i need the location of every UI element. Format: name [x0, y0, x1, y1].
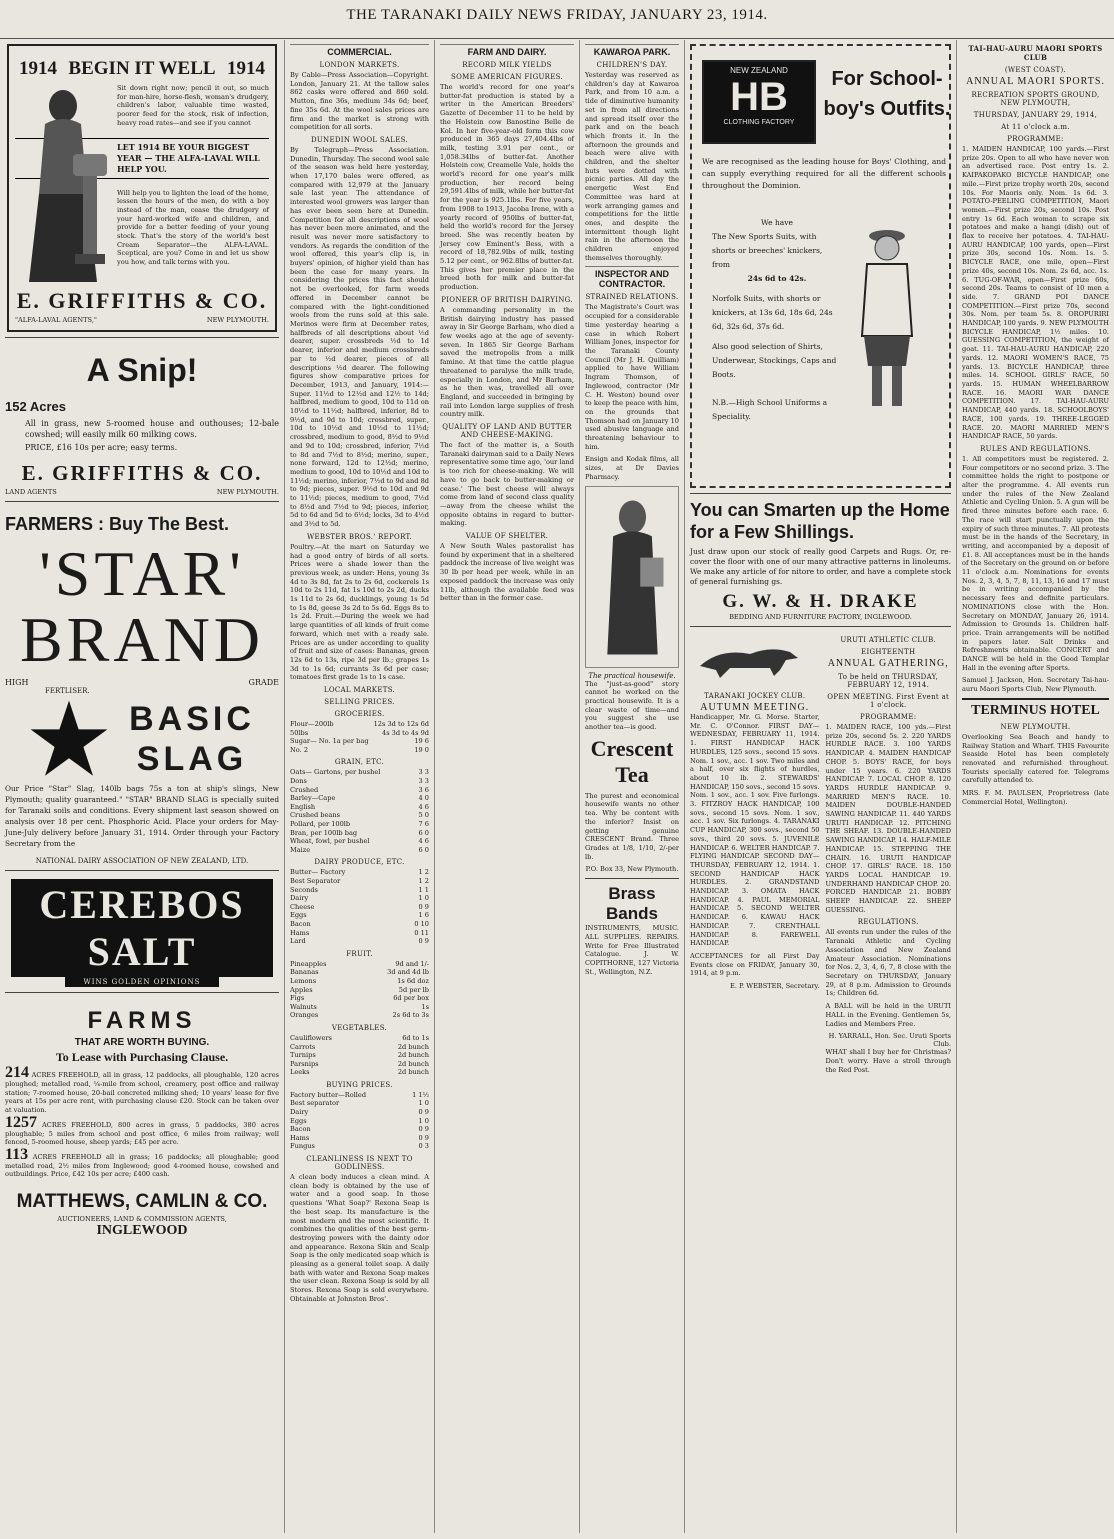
housewife-illustration	[585, 486, 679, 668]
vegetable-price-value: 2d bunch	[397, 1059, 429, 1068]
snip-firm: E. GRIFFITHS & CO.	[21, 460, 263, 485]
dairy-produce-heading: DAIRY PRODUCE, ETC.	[314, 858, 405, 867]
vegetable-price-label: Cauliflowers	[290, 1033, 332, 1042]
dairy-price-value: 1 2	[418, 868, 429, 877]
dairy-list	[290, 868, 429, 945]
hb-clothing-logo	[702, 60, 816, 144]
grocery-price-value: 12s 3d to 12s 6d	[373, 720, 429, 729]
buying-prices-heading: BUYING PRICES.	[326, 1080, 393, 1089]
grocery-price-row	[290, 729, 429, 738]
grain-price-row	[290, 846, 429, 855]
fruit-price-row	[290, 977, 429, 986]
clothing-factory-label: CLOTHING FACTORY	[723, 119, 795, 126]
fruit-price-row	[290, 994, 429, 1003]
sports-date: THURSDAY, JANUARY 29, 1914,	[973, 111, 1098, 119]
webster-heading: WEBSTER BROS.' REPORT.	[306, 532, 413, 541]
buying-price-row	[290, 1117, 429, 1126]
drake-subtitle: BEDDING AND FURNITURE FACTORY, INGLEWOOD.	[729, 613, 912, 621]
fertiliser-label: FERTLISER.	[45, 687, 90, 696]
star-word: 'STAR'	[39, 537, 245, 609]
terminus-town: NEW PLYMOUTH.	[1000, 722, 1071, 731]
fruit-price-label: Figs	[290, 994, 305, 1003]
po-box: P.O. Box 33, New Plymouth.	[585, 865, 679, 874]
grocery-price-label: Flour—200lb	[290, 720, 334, 729]
farms-title: FARMS	[87, 1007, 197, 1035]
vegetable-price-label: Turnips	[290, 1051, 316, 1060]
farm-3-acres: 113	[5, 1145, 29, 1163]
grain-price-label: Crushed beans	[290, 811, 340, 820]
grain-price-value: 4 6	[418, 802, 429, 811]
acceptances-text: ACCEPTANCES for all First Day Events close on FRIDAY, January 30, 1914, at 9 p.m.	[690, 951, 820, 978]
inspector-text: The Magistrate's Court was occupied for a considerable time yesterday hearing a case in which Robert William Jones, inspector for the Taranaki County Council (Mr J. H. Quilliam) applied to have William Ingram Thomson, of Inglewood, contractor (Mr C. H. Weston) bound over to keep the peace with him, on the grounds that Thomson had on January 10 used abusive language and threatening behaviour to him.	[585, 303, 679, 451]
vegetables-heading: VEGETABLES.	[331, 1023, 388, 1032]
buying-price-label: Factory butter—Rolled	[290, 1090, 367, 1099]
column-maori-sports	[957, 40, 1114, 1533]
ensign-notice: Ensign and Kodak films, all sizes, at Dr Davies Pharmacy.	[585, 455, 679, 481]
buying-price-value: 0 9	[418, 1125, 429, 1134]
dairy-price-label: Seconds	[290, 885, 318, 894]
vegetable-price-row	[290, 1051, 429, 1060]
norfolk-suits: Norfolk Suits, with shorts or knickers, at 13s 6d, 18s 6d, 24s 6d, 32s 6d, 37s 6d.	[712, 294, 833, 331]
grain-price-row	[290, 820, 429, 829]
dairy-price-label: Cheese	[290, 902, 315, 911]
selling-prices-heading: SELLING PRICES.	[324, 698, 395, 707]
dairy-price-row	[290, 929, 429, 938]
farm-dairy-heading: FARM AND DAIRY.	[440, 44, 574, 57]
vegetable-price-row	[290, 1043, 429, 1052]
vegetable-price-label: Leeks	[290, 1068, 310, 1077]
agents-line: "ALFA-LAVAL AGENTS,"	[15, 316, 97, 324]
west-coast-label: (WEST COAST).	[1004, 66, 1067, 74]
grocery-price-row	[290, 737, 429, 746]
buying-price-label: Eggs	[290, 1116, 307, 1125]
buying-price-row	[290, 1099, 429, 1108]
grade-label: GRADE	[248, 677, 279, 687]
kawaroa-text: Yesterday was reserved as children's day at Kawaroa Park, and from 10 a.m. a tide of diminutive humanity set in from all directions and spread itself over the park and on the beach which fronts it. In the afternoon the grounds and beach were alive with children, and the shelter huts were dotted with picnic parties. All day the energetic West End Committee was hard at work arranging games and competitions for the little ones, and despite the intermittent though light rain in the afternoon the children enjoyed themselves thoroughly.	[585, 71, 679, 262]
dunedin-heading: DUNEDIN WOOL SALES.	[310, 135, 409, 144]
grain-price-label: Barley—Cape	[290, 794, 336, 803]
american-figures-heading: SOME AMERICAN FIGURES.	[450, 73, 564, 81]
dairy-price-row	[290, 886, 429, 895]
matthews-town: INGLEWOOD	[96, 1223, 188, 1239]
grain-price-value: 3 6	[418, 785, 429, 794]
column-advertisements-right	[685, 40, 957, 1533]
land-agents: LAND AGENTS	[5, 487, 57, 496]
regulations-text: All events run under the rules of the Taranaki Athletic and Cycling Association and New Zealand Amateur Association. Nominations for Nos. 2, 3, 4, 6, 7, 8 close with the Secretary on THURSDAY, January 29, at 8 p.m. Admission to Grounds 1s; Children 6d.	[825, 928, 951, 998]
grain-price-row	[290, 794, 429, 803]
dairy-price-row	[290, 937, 429, 946]
grain-price-label: Maize	[290, 845, 311, 854]
vegetable-price-row	[290, 1034, 429, 1043]
dairy-price-value: 0 9	[418, 902, 429, 911]
maori-sports-heading: TAI-HAU-AURU MAORI SPORTS CLUB	[968, 44, 1103, 62]
fruit-price-label: Bananas	[290, 968, 319, 977]
pioneer-heading: PIONEER OF BRITISH DAIRYING.	[441, 295, 573, 304]
grocery-price-value: 19 0	[414, 745, 429, 754]
uruti-programme-heading: PROGRAMME:	[860, 713, 917, 721]
slag-word: SLAG	[136, 740, 248, 779]
high-school-note: N.B.—High School Uniforms a Speciality.	[712, 398, 828, 421]
grain-price-row	[290, 811, 429, 820]
grain-list	[290, 768, 429, 854]
crescent-tea-title: Crescent Tea	[590, 735, 674, 787]
fruit-price-label: Pineapples	[290, 959, 327, 968]
dairy-price-label: Bacon	[290, 919, 311, 928]
matthews-firm: MATTHEWS, CAMLIN & CO.	[16, 1191, 268, 1213]
red-post-notice: WHAT shall I buy her for Christmas? Don't worry. Have a stroll through the Red Post.	[825, 1048, 951, 1074]
dairy-price-value: 1 6	[418, 911, 429, 920]
vegetable-price-label: Carrots	[290, 1042, 316, 1051]
dairy-price-label: Eggs	[290, 911, 307, 920]
column-commercial	[285, 40, 435, 1533]
dairy-price-row	[290, 894, 429, 903]
buying-price-label: Fungus	[290, 1142, 315, 1151]
grocery-price-row	[290, 720, 429, 729]
annual-gathering-heading: ANNUAL GATHERING,	[827, 658, 949, 669]
shelter-heading: VALUE OF SHELTER.	[465, 532, 549, 541]
buying-price-label: Bacon	[290, 1125, 311, 1134]
grocery-price-label: 50lbs	[290, 728, 309, 737]
acres-line: 152 Acres	[5, 399, 66, 414]
snip-line-2: PRICE, £16 10s per acre; easy terms.	[25, 443, 178, 452]
cleanliness-heading: CLEANLINESS IS NEXT TO GODLINESS.	[306, 1155, 413, 1172]
dairy-price-label: Butter— Factory	[290, 868, 346, 877]
sports-programme-text: 1. MAIDEN HANDICAP, 100 yards.—First prize 20s. Open to all who have never won an advertised race. Post entry 1s. 2. KAIPAKOPAKO BICYCLE HANDICAP, one mile.—First prize trophy worth 20s, second 10s. For Maoris only. Nom. 1s 6d. 3. POTATO-PEELING COMPETITION, Maori women.—First prize 20s, second 10s. Post entry 1s 6d. Each woman to scrape six potatoes and make a hangi (dish) out of flax to receive her potatoes. 4. TAI-HAU-AURU HANDICAP, 100 yards, open—First prize 30s, second 10s. Nom. 1s. 5. BICYCLE RACE, one mile, open—First prize 40s, second 10s. Nom. 2s 6d, acc. 1s. 6. TUG-OF-WAR, open—First prize 60s, second 20s. Teams to consist of 10 men a side. 7. GRAND POI DANCE COMPETITION.—First prize 70s, second 30s. Nom. per team 5s. 8. OROPURIRI HANDICAP, 100 yards. 9. NEW PLYMOUTH BICYCLE HANDICAP, 1½ miles. 10. GUESSING COMPETITION, the weight of goat. 11. TAI-HAU-AURU HANDICAP, 220 yards. 12. MAORI WOMEN'S RACE, 75 yards. 13. BICYCLE HANDICAP, three miles. 14. SCHOOL GIRLS' RACE, 50 yards. 15. HUMAN WHEELBARROW RACE. 16. MAORI WAR DANCE COMPETITION. 17. TAI-HAU-AURU HANDICAP, 440 yards. 18. SCHOOLBOYS' RACE, 100 yards. 19. THREE-LEGGED RACE. 20. MAORI MARRIED MEN'S HANDICAP RACE, 50 yards.	[962, 145, 1110, 441]
jockey-club-text: Handicapper, Mr. G. Morse. Starter, Mr. C. O'Connor. FIRST DAY—WEDNESDAY, FEBRUARY 11, 1914. 1. FIRST HANDICAP HACK HURDLES, 125 sovs., second 15 sovs. Nom. 1 sov., acc. 1 sov. Two miles and a half, over six flights of hurdles, about 10 lb. 2. STEWARDS' HANDICAP, 150 sovs., second 15 sovs. Nom. 1 sov., acc. 1 sov. Five furlongs. 3. FITZROY HACK HANDICAP, 100 sovs., second 15 sovs. Nom. 1 sov., acc. 1 sov. Six furlongs. 4. TARANAKI CUP HANDICAP, 300 sovs., second 50 sovs., third 20 sovs. 5. JUVENILE HANDICAP. 6. WELTER HANDICAP. 7. FLYING HANDICAP. SECOND DAY—THURSDAY, FEBRUARY 12, 1914. 1. SECOND HANDICAP HACK HURDLES. 2. GRANDSTAND HANDICAP. 3. OMATA HACK HANDICAP. 4. PAUL MEMORIAL HANDICAP. 5. SECOND WELTER HANDICAP. 6. KAWAU HACK HANDICAP. 7. CRENTHALL HANDICAP. 8. FAREWELL HANDICAP.	[690, 713, 820, 948]
cerebos-salt-logo: CEREBOS SALT	[11, 879, 273, 977]
masthead: THE TARANAKI DAILY NEWS FRIDAY, JANUARY 23, 1914.	[0, 0, 1114, 39]
clothing-intro: We are recognised as the leading house for Boys' Clothing, and can supply everything required for all the different schools throughout the Dominion.	[702, 157, 946, 190]
fruit-price-row	[290, 1011, 429, 1020]
shelter-text: A New South Wales pastoralist has found by experiment that in a sheltered paddock the increase of live weight was 30 lb per head per week, while in an exposed paddock the increase was only 11lb, although the available feed was better than in the former case.	[440, 542, 574, 603]
london-markets-text: By Cable—Press Association—Copyright. London, January 21. At the tallow sales 862 casks were offered and 860 sold. Mutton, fine 36s, medium 34s 6d; beef, fine 35s 6d. At the wool sales prices are firm and the market is strong with competition for all sorts.	[290, 71, 429, 132]
grain-price-label: Bran, per 100lb bag	[290, 828, 358, 837]
brand-word: BRAND	[19, 603, 265, 675]
dairy-price-row	[290, 903, 429, 912]
childrens-day-heading: CHILDREN'S DAY.	[596, 61, 668, 69]
fruit-price-row	[290, 1003, 429, 1012]
dairy-price-row	[290, 868, 429, 877]
farm-3-text: ACRES FREEHOLD all in grass; 16 paddocks; all ploughable; good metalled road, 2½ miles from Inglewood; good 4-roomed house, cowshed and outbuildings. Price, £42 10s per acre; £400 cash.	[5, 1152, 279, 1179]
snip-headline: A Snip!	[86, 352, 198, 388]
snip-line-1: All in grass, new 5-roomed house and outhouses; 12-bale cowshed; will easily milk 60 milking cows.	[25, 419, 279, 439]
fruit-price-label: Walnuts	[290, 1002, 317, 1011]
school-outfits-ad	[690, 44, 951, 488]
fruit-price-value: 6d per box	[393, 994, 429, 1003]
buying-price-label: Dairy	[290, 1108, 309, 1117]
dairy-price-value: 0 11	[414, 928, 429, 937]
vegetables-list	[290, 1034, 429, 1077]
inspector-heading: INSPECTOR AND CONTRACTOR.	[585, 266, 679, 289]
grain-price-row	[290, 786, 429, 795]
dairy-price-row	[290, 877, 429, 886]
farms-worth: THAT ARE WORTH BUYING.	[74, 1037, 210, 1049]
grain-price-row	[290, 829, 429, 838]
fruit-price-value: 2s 6d to 3s	[392, 1011, 429, 1020]
fruit-price-label: Lemons	[290, 976, 317, 985]
vegetable-price-value: 2d bunch	[397, 1042, 429, 1051]
ad-body: Sit down right now; pencil it out, so much for man-hire, horse-flesh, woman's drudgery, children's labor, valuable time wasted, poorer feed for the stock, risk of infection, heavy road rates—and see if you cannot	[117, 84, 269, 127]
buying-price-value: 0 9	[418, 1133, 429, 1142]
dairy-price-label: Dairy	[290, 894, 309, 903]
farm-1-acres: 214	[5, 1064, 29, 1082]
vegetable-price-value: 2d bunch	[397, 1051, 429, 1060]
buying-price-label: Hams	[290, 1133, 310, 1142]
brass-bands-title: Brass Bands	[606, 884, 658, 924]
farm-2-acres: 1257	[5, 1113, 37, 1131]
grain-price-label: Dons	[290, 777, 307, 786]
record-milk-heading: RECORD MILK YIELDS	[462, 61, 552, 69]
grain-price-row	[290, 768, 429, 777]
sports-secretary: Samuel J. Jackson, Hon. Secretary Tai-hau-auru Maori Sports Club, New Plymouth.	[962, 676, 1109, 694]
buying-price-value: 1 1½	[412, 1090, 429, 1099]
fruit-price-value: 5d per lb	[398, 985, 429, 994]
ad-headline: BEGIN IT WELL	[68, 58, 216, 79]
column-advertisements-left	[0, 40, 285, 1533]
grain-price-value: 4 6	[418, 837, 429, 846]
dairy-price-value: 0 10	[414, 919, 429, 928]
vegetable-price-row	[290, 1068, 429, 1077]
buying-price-value: 1 0	[418, 1099, 429, 1108]
record-text: The world's record for one year's butter-fat production is stated by a writer in the American Breeders' Gazette of December 11 to be held by the Holstein cow Banostine Belle de Kol. In her five-year-old form this cow produced in 365 days 27,404.4lbs of milk, testing 3.91 per cent., or 1,058.34lbs of butter-fat. Another Holstein cow, Creamelle Vale, holds the world's record for one year's milk production, her record being 29,591.4lbs of milk, while her butter-fat for the year is 925.1lbs. For five years, from 1908 to 1913, Jacoba Irene, with a yearly record of 950lbs of butter-fat, held the world's record for the Jersey breed. She was recently beaten by Jersey cow Eminent's Bess, with a record of 18,782.9lbs of milk, testing 5.12 per cent., or 962.8lbs of butter-fat. This gives her premier place in the breed both for milk and butter-fat production.	[440, 83, 574, 292]
cleanliness-text: A clean body induces a clean mind. A clean body is obtained by the use of water and a good soap. In those questions 'What Soap?' Rexona Soap is the best soap. Its manufacture is the most modern and the most scientific. It combines the qualities of the best germ-destroying powers with the dainty odor and appearance. Rexona Skin and Scalp Soap is the only medicated soap which is pleasing as a general toilet soap. A daily bath with water and Rexona Soap makes the user clean. Rexona Soap is sold by all Stores. Rexona Soap is sold everywhere. Obtainable at Johnston Bros'.	[290, 1173, 429, 1303]
grain-price-value: 7 6	[418, 820, 429, 829]
grain-price-row	[290, 777, 429, 786]
buying-price-row	[290, 1091, 429, 1100]
fruit-price-value: 1s	[421, 1002, 429, 1011]
farms-ad	[5, 1007, 279, 1239]
sports-programme-heading: PROGRAMME:	[1007, 135, 1064, 143]
dairy-price-value: 0 9	[418, 937, 429, 946]
grain-price-label: English	[290, 802, 316, 811]
strained-heading: STRAINED RELATIONS.	[585, 293, 679, 302]
uruti-heading: URUTI ATHLETIC CLUB.	[840, 636, 937, 644]
column-farm-dairy	[435, 40, 580, 1533]
london-markets-heading: LONDON MARKETS.	[319, 61, 400, 69]
dairy-price-label: Lard	[290, 937, 306, 946]
cerebos-tagline: WINS GOLDEN OPINIONS	[65, 977, 219, 987]
rules-text: 1. All competitors must be registered. 2. Four competitors or no second prize. 3. The committee holds the right to postpone or alter the programme. 4. All events run under the rules of the New Zealand Athletic and Cycling Union. 5. A gun will be fired three minutes before each race. 6. The race will start punctually upon the expiry of such three minutes. 7. All protests must be in the hands of the Secretary, in writing, and accompanied by a deposit of £1. 8. All acceptances must be in the hands of the Secretary on the ground on or before 11 o'clock a.m. Nominations for events Nos. 2, 3, 4, 5, 7, 8, 11, 13, 16 and 17 must be in writing accompanied by the necessary fees and definite particulars. NOMINATIONS close with the Hon. Secretary on MONDAY, January 26, 1914. Admission to Grounds 1s. Children half-price. Train arrangements will be notified in papers later. Salt Drinks and Refreshments obtainable. CONCERT and DANCE will be held in the Good Templar Hall in the evening after Sports.	[962, 454, 1109, 672]
regulations-heading: REGULATIONS.	[857, 918, 919, 927]
crescent-tea-text: The purest and economical housewife wants no other tea. Why be content with the inferior? Insist on getting genuine CRESCENT Brand. Three Grades at 1/8, 1/10, 2/-per lb.	[585, 791, 679, 861]
hb-letters: HB	[730, 75, 788, 119]
uruti-programme-text: 1. MAIDEN RACE, 100 yds.—First prize 20s, second 5s. 2. 220 YARDS HURDLE RACE. 3. 100 YARDS HANDICAP. 4. MAIDEN HANDICAP CHOP. 5. BOYS' RACE, for boys under 15 years. 6. 220 YARDS HANDICAP. 7. LOCAL CHOP. 8. 120 YARDS HURDLE HANDICAP. 9. MARRIED MEN'S RACE. 10. MAIDEN DOUBLE-HANDED SAWING HANDICAP. 11. 440 YARDS URUTI HANDICAP. 12. PITCHING THE SHEAF. 13. DOUBLE-HANDED SAWING HANDICAP. 14. HALF-MILE HANDICAP. 15. STEPPING THE CHAIN. 16. URUTI HANDICAP CHOP. 17. GIRLS' RACE. 18. 150 YARDS LOCAL HANDICAP. 19. UNDERHAND HANDICAP CHOP. 20. FORCED HANDICAP. 21. BOBBY SHEEP HANDICAP. 22. SHEEP GUESSING.	[825, 723, 951, 914]
kawaroa-heading: KAWAROA PARK.	[585, 44, 679, 57]
uruti-ball: A BALL will be held in the URUTI HALL in the Evening. Gentlemen 5s, Ladies and Members Free.	[825, 1002, 951, 1028]
terminus-hotel-title: TERMINUS HOTEL	[962, 698, 1109, 719]
association-line: NATIONAL DAIRY ASSOCIATION OF NEW ZEALAND, LTD.	[35, 857, 249, 866]
uruti-secretary: H. YARRALL, Hon. Sec. Uruti Sports Club.	[828, 1032, 951, 1049]
ad-body-2: Will help you to lighten the load of the home, lessen the hours of the men, do with a boy instead of the man, cease the drudgery of your hard-worked wife and children, and provide for a better feeding of your young stock. That's the story of the world's best Cream Separator—the ALFA-LAVAL. Sceptical, are you? Come in and let us show you how, and talk terms with you.	[117, 188, 269, 267]
grain-price-value: 3 3	[418, 777, 429, 786]
buying-price-value: 1 0	[418, 1116, 429, 1125]
dunedin-text: By Telegraph—Press Association. Dunedin, Thursday. The second wool sale of the season was held here yesterday, when 17,170 bales were offered, as compared with 12,979 at the January sale last year. The attendance of interested wool growers was larger than has ever been seen here at Dunedin. Competition for all descriptions of wool has never been more animated, and the result was never more satisfactory to vendors. As regards the condition of the wool offered, this year's clip is, in buyers' opinion, of higher yield than has been the case for many years. In considering the prices this fact should not be overlooked, for farm weeds offered in December cannot be compared with the light-conditioned wools from the runs sold at this sale. Merinos were firm at December rates, halfbreds of all descriptions about ½d dearer, super. crossbreds ½d to 1d dearer, inferior and medium crossbreds par to ½d dearer, pieces of all descriptions ½d dearer. The following figures show comparative prices for December, 1913, and January, 1914:—Super. 11½d to 12½d and 12½ to 14d; halfbred, medium to good, 10d to 11d on 10½d to 11½d; halfbred, inferior, 8d to 9½d, and 9d to 10d; crossbred, super., 10d to 10½d and 10½d to 11½d; crossbred, medium to good, 8½d to 9½d and 9d to 10d; crossbred, inferior, 7½d to 8d and 7½d to 8½d; merino, super., none forward, 12d to 12½d; merino, medium to good, 10d to 10½d and 10d to 11½d; merino, inferior, 7½d to 9d and 8d to 9d; pieces, super. 9½d to 10d and 9d to 11½d; pieces, medium to good, 7½d to 8½d and 7½d to 9d; pieces, inferior, 5d to 6d and 5d to 6½d; locks, 3d to 4½d and 3½d to 5d.	[290, 145, 429, 529]
webster-text: Poultry.—At the mart on Saturday we had a good entry of birds of all sorts. Prices were a shade lower than the previous week, as under: Hens, young 3s 4d to 3s 8d, fat 2s to 2s 6d, cockerels 1s 10d to 2s 11d, fat 1s 10d to 2s 2d, ducks 1s 11d to 2s 6d, ducklings, young 1s 5d to 1s 8d, geese 3s 2d to 5s 6d. Eggs 8s to 1s 2d. Fruit.—During the week we had large quantities of all kinds of fruit come forward, which met with a ready sale. Prices are as under according to quality of fruit and size of cases: Bananas, green 12s 6d to 13s, ripe 3d per lb.; grapes 1s 3d to 1s 6d; currants 3s 6d per case; tomatoes first grade 1s to 1s case.	[290, 542, 429, 682]
star-body: Our Price "Star" Slag, 140lb bags 75s a ton at ship's slings, New Plymouth; quality guaranteed." "STAR" BRAND SLAG is specially suited for Taranaki soils and conditions. Every shipment last season showed on analysis over 18 per cent. Phosphoric Acid. Place your orders for May-June-July delivery before January 31, 1914. Order through your Factory Secretary from the	[5, 784, 279, 849]
schoolboy-illustration	[842, 216, 932, 416]
fruit-price-value: 9d and 1/-	[395, 959, 429, 968]
grain-price-row	[290, 837, 429, 846]
housewife-text: The "just-as-good" story cannot be worked on the practical housewife. It is a clear waste of time—and you suggest she use another tea—is good.	[585, 679, 679, 732]
grocery-price-row	[290, 746, 429, 755]
eighteenth-label: EIGHTEENTH	[861, 648, 916, 656]
farm-1-text: ACRES FREEHOLD, all in grass, 12 paddocks, all ploughable, 120 acres ploughed; metalled road, ¼-mile from school, creamery, post office and railway station; 7-roomed house, 20-bail concreted milking shed; 10 years' lease for five years at 15s per acre rent, with purchasing clause £20. Stock can be taken over at valuation.	[5, 1071, 279, 1115]
rules-heading: RULES AND REGULATIONS.	[980, 444, 1091, 453]
buying-price-value: 0 9	[418, 1108, 429, 1117]
woman-separator-illustration	[15, 84, 111, 284]
snip-ad	[5, 352, 279, 496]
vegetable-price-label: Parsnips	[290, 1059, 319, 1068]
vegetable-price-value: 6d to 1s	[402, 1033, 429, 1042]
matthews-agents: AUCTIONEERS, LAND & COMMISSION AGENTS,	[57, 1215, 227, 1224]
ad-slogan: LET 1914 BE YOUR BIGGEST YEAR — THE ALFA-LAVAL WILL HELP YOU.	[15, 138, 269, 179]
quality-heading: QUALITY OF LAND AND BUTTER AND CHEESE-MAKING.	[442, 423, 572, 440]
dairy-price-value: 1 2	[418, 877, 429, 886]
fruit-price-row	[290, 960, 429, 969]
vegetable-price-row	[290, 1060, 429, 1069]
grain-price-label: Wheat, fowl, per bushel	[290, 837, 370, 846]
alfa-laval-ad	[7, 44, 277, 332]
grain-price-value: 3 3	[418, 768, 429, 777]
basic-word: BASIC	[129, 700, 255, 739]
grocery-price-value: 19 6	[414, 737, 429, 746]
grain-price-value: 6 0	[418, 845, 429, 854]
dairy-price-row	[290, 920, 429, 929]
groceries-heading: GROCERIES.	[334, 710, 385, 719]
grain-price-row	[290, 803, 429, 812]
grain-price-label: Oats— Gartons, per bushel	[290, 768, 381, 777]
ground-label: RECREATION SPORTS GROUND, NEW PLYMOUTH,	[971, 91, 1100, 107]
jockey-club-heading: TARANAKI JOCKEY CLUB.	[704, 692, 806, 700]
year-left: 1914	[19, 58, 57, 79]
dairy-price-label: Best Separator	[290, 877, 341, 886]
housewife-caption: The practical housewife.	[588, 671, 676, 680]
grocery-price-label: No. 2	[290, 745, 309, 754]
pioneer-text: A commanding personality in the British dairying industry has passed away in Sir George Barham, who died a few weeks ago at the age of seventy-seven. In 1865 Sir George Barham saved the metropolis from a milk famine. At that time the cattle plague threatened to paralyse the milk trade, especially in London, and Mr Barham, as he then was, travelled all over England, and succeeded in bringing by rail into London large supplies of fresh country milk.	[440, 305, 574, 419]
fruit-price-label: Apples	[290, 985, 313, 994]
buying-price-row	[290, 1134, 429, 1143]
buying-price-label: Best separator	[290, 1099, 340, 1108]
terminus-proprietress: MRS. F. M. PAULSEN, Proprietress (late Commercial Hotel, Wellington).	[962, 789, 1109, 806]
sports-suits-price: 24s 6d to 42s.	[747, 274, 807, 283]
grain-price-value: 4 0	[418, 794, 429, 803]
we-have: We have	[761, 218, 793, 227]
column-local-news	[580, 40, 685, 1533]
local-markets-heading: LOCAL MARKETS.	[323, 686, 396, 695]
buying-price-row	[290, 1142, 429, 1151]
farmers-line: FARMERS : Buy The Best.	[5, 513, 230, 534]
terminus-text: Overlooking Sea Beach and handy to Railway Station and Wharf. THIS Favourite Seaside Hotel has been completely renovated and refurnished throughout. Tourists specially catered for. Telegrams carefully attended to.	[962, 732, 1109, 785]
dairy-price-label: Hams	[290, 928, 310, 937]
commercial-heading: COMMERCIAL.	[290, 44, 429, 57]
year-right: 1914	[226, 58, 265, 79]
firm-name: E. GRIFFITHS & CO.	[16, 288, 268, 313]
star-brand-ad	[5, 514, 279, 866]
town-line: NEW PLYMOUTH.	[206, 316, 269, 324]
smarten-home-headline: You can Smarten up the Home for a Few Shillings.	[690, 500, 950, 542]
buying-list	[290, 1091, 429, 1151]
farm-2-text: ACRES FREEHOLD, 800 acres in grass, 5 paddocks, 380 acres ploughable; 5 miles from school and post office, 6 miles from railway; well fenced, 5-roomed house, sheep yards; £45 per acre.	[5, 1120, 279, 1147]
nz-label: NEW ZEALAND	[730, 66, 788, 75]
farms-lease: To Lease with Purchasing Clause.	[55, 1050, 229, 1065]
fruit-price-row	[290, 986, 429, 995]
grain-price-label: Crushed	[290, 785, 319, 794]
buying-price-row	[290, 1108, 429, 1117]
fruit-list	[290, 960, 429, 1020]
uruti-date: To be held on THURSDAY, FEBRUARY 12, 1914.	[838, 673, 939, 689]
grocery-price-value: 4s 3d to 4s 9d	[382, 728, 429, 737]
vegetable-price-value: 2d bunch	[397, 1068, 429, 1077]
dairy-price-row	[290, 911, 429, 920]
smarten-home-text: Just draw upon our stock of really good Carpets and Rugs. Or, re-cover the floor with one of our many attractive patterns in linoleums. We make any article of for nitore to order, and have a complete stock of general furnishing gs.	[690, 547, 951, 586]
racehorse-illustration	[690, 636, 810, 680]
grain-heading: GRAIN, ETC.	[334, 758, 385, 767]
buying-price-value: 0 3	[418, 1142, 429, 1151]
groceries-list	[290, 720, 429, 754]
fruit-price-value: 1s 6d doz	[397, 976, 429, 985]
buying-price-row	[290, 1125, 429, 1134]
grain-price-value: 6 0	[418, 828, 429, 837]
also-selection: Also good selection of Shirts, Underwear, Stockings, Caps and Boots.	[712, 342, 837, 379]
annual-maori-sports: ANNUAL MAORI SPORTS.	[966, 76, 1105, 87]
grocery-price-label: Sugar— No. 1a per bag	[290, 737, 369, 746]
snip-town: NEW PLYMOUTH.	[216, 487, 279, 496]
sports-time: At 11 o'clock a.m.	[1001, 123, 1070, 131]
drake-firm: G. W. & H. DRAKE	[722, 591, 919, 612]
school-outfits-headline: For School-boy's Outfits.	[823, 68, 951, 120]
fruit-price-value: 3d and 4d lb	[387, 968, 429, 977]
dairy-price-value: 1 1	[418, 885, 429, 894]
fruit-heading: FRUIT.	[346, 949, 373, 958]
fruit-price-row	[290, 968, 429, 977]
dairy-price-value: 1 0	[418, 894, 429, 903]
sports-suits: The New Sports Suits, with shorts or breeches' knickers, from	[712, 232, 823, 269]
high-label: HIGH	[5, 677, 29, 687]
star-icon	[29, 699, 109, 779]
jockey-secretary: E. P. WEBSTER, Secretary.	[730, 982, 820, 991]
fruit-price-label: Oranges	[290, 1011, 319, 1020]
brass-bands-text: INSTRUMENTS, MUSIC. ALL SUPPLIES. REPAIRS. Write for Free Illustrated Catalogue. J. W. COPITHORNE, 127 Victoria St., Wellington, N.Z.	[585, 924, 679, 976]
grain-price-value: 5 0	[418, 811, 429, 820]
quality-text: The fact of the matter is, a South Taranaki dairyman said to a Daily News representative some time ago, 'our land is too rich for cheese-making. We will have to go back to butter-making or cease.' The best cheese will always come from land of second class quality—away from the cheese whilst the opposite obtains in regard to butter-making.	[440, 441, 574, 528]
grain-price-label: Pollard, per 100lb	[290, 820, 351, 829]
open-meeting: OPEN MEETING. First Event at 1 o'clock.	[827, 693, 950, 709]
autumn-meeting-heading: AUTUMN MEETING.	[700, 702, 810, 713]
